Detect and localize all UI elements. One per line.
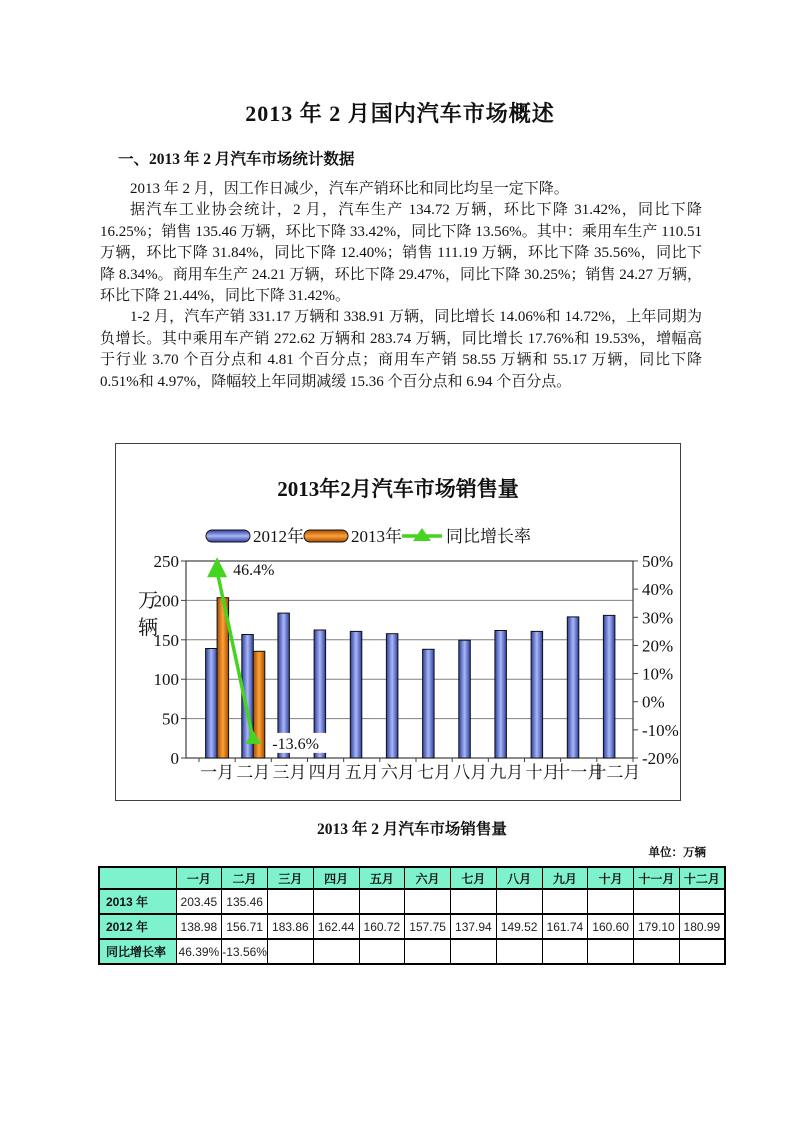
legend-swatch-2013 bbox=[304, 530, 348, 542]
table-cell bbox=[542, 939, 588, 964]
paragraph: 1-2 月，汽车产销 331.17 万辆和 338.91 万辆，同比增长 14.06%和 14.72%，上年同期为负增长。其中乘用车产销 272.62 万辆和 283.74 万辆，同比增长 17.76%和 19.53%，增幅高于行业 3.70 个百分点和 4.81 个百分点；商用车产销 58.55 万辆和 55.17 万辆，同比下降 0.51%和 4.97%，降幅较上年同期减缓 15.36 个百分点和 6.94 个百分点。 bbox=[100, 309, 702, 390]
y-axis-title: 辆 bbox=[138, 617, 158, 639]
y-left-tick: 100 bbox=[153, 670, 179, 690]
table-cell: 161.74 bbox=[542, 914, 588, 939]
y-right-tick: 30% bbox=[642, 608, 674, 628]
table-header-row bbox=[99, 867, 725, 889]
chart-legend bbox=[206, 526, 531, 546]
paragraph: 据汽车工业协会统计，2 月，汽车生产 134.72 万辆，环比下降 31.42%，同比下降 16.25%；销售 135.46 万辆，环比下降 33.42%，同比下降 13.56%。其中：乘用车生产 110.51 万辆，环比下降 31.84%，同比下降 12.40%；销售 111.19 万辆，环比下降 35.56%，同比下降 8.34%。商用车生产 24.21 万辆，环比下降 29.47%，同比下降 30.25%；销售 24.27 万辆，环比下降 21.44%，同比下降 31.42%。 bbox=[100, 202, 702, 305]
corner-cell bbox=[99, 867, 176, 889]
x-axis-label: 五月 bbox=[344, 763, 379, 782]
row-label: 2012 年 bbox=[99, 914, 176, 939]
y-right-tick: 10% bbox=[642, 664, 674, 684]
x-axis-label: 十二月 bbox=[589, 763, 641, 782]
table-cell: 135.46 bbox=[222, 889, 268, 914]
table-cell: 137.94 bbox=[451, 914, 497, 939]
table-cell bbox=[588, 939, 634, 964]
bar-2012 bbox=[495, 631, 507, 759]
y-right-tick: 0% bbox=[642, 692, 665, 712]
table-cell bbox=[359, 889, 405, 914]
table-cell: 180.99 bbox=[679, 914, 725, 939]
bar-2012 bbox=[459, 640, 471, 758]
legend-label-2012: 2012年 bbox=[253, 527, 304, 546]
sales-chart bbox=[115, 443, 681, 801]
month-header: 四月 bbox=[313, 867, 359, 889]
sales-table bbox=[98, 866, 726, 965]
body-text bbox=[100, 179, 702, 393]
table-cell bbox=[268, 939, 314, 964]
bar-2012 bbox=[206, 649, 218, 759]
y-right-tick: 50% bbox=[642, 552, 674, 571]
growth-marker bbox=[207, 557, 227, 577]
table-cell bbox=[313, 889, 359, 914]
annotation-jan-growth: 46.4% bbox=[233, 562, 275, 580]
y-right-tick: 40% bbox=[642, 580, 674, 600]
y-left-tick: 50 bbox=[162, 709, 179, 729]
table-cell bbox=[496, 939, 542, 964]
x-axis-label: 三月 bbox=[272, 763, 307, 782]
x-axis-label: 十月 bbox=[525, 763, 560, 782]
x-axis-label: 六月 bbox=[380, 763, 415, 782]
bar-2012 bbox=[531, 631, 543, 758]
month-header: 三月 bbox=[268, 867, 314, 889]
x-axis-label: 七月 bbox=[417, 763, 452, 782]
x-axis-label: 一月 bbox=[200, 763, 235, 782]
y-left-tick: 0 bbox=[170, 749, 179, 768]
month-header: 一月 bbox=[176, 867, 222, 889]
table-cell: 162.44 bbox=[313, 914, 359, 939]
month-header: 五月 bbox=[359, 867, 405, 889]
table-cell bbox=[451, 939, 497, 964]
table-cell: 179.10 bbox=[634, 914, 680, 939]
chart-svg bbox=[116, 444, 680, 800]
table-cell bbox=[268, 889, 314, 914]
x-axis-label: 二月 bbox=[236, 763, 271, 782]
month-header: 六月 bbox=[405, 867, 451, 889]
chart-title: 2013年2月汽车市场销售量 bbox=[277, 477, 519, 501]
table-cell bbox=[634, 939, 680, 964]
legend-swatch-2012 bbox=[206, 530, 250, 542]
document-title: 2013 年 2 月国内汽车市场概述 bbox=[245, 101, 555, 126]
table-cell bbox=[679, 889, 725, 914]
x-axis-label: 四月 bbox=[308, 763, 343, 782]
y-right-tick: -10% bbox=[642, 720, 679, 740]
row-label: 2013 年 bbox=[99, 889, 176, 914]
legend-label-growth: 同比增长率 bbox=[446, 527, 531, 546]
month-header: 十一月 bbox=[634, 867, 680, 889]
table-cell: 183.86 bbox=[268, 914, 314, 939]
table-cell bbox=[542, 889, 588, 914]
table-cell: 156.71 bbox=[222, 914, 268, 939]
section-heading: 一、2013 年 2 月汽车市场统计数据 bbox=[118, 151, 355, 168]
y-left-tick: 200 bbox=[153, 591, 179, 611]
y-right-tick: 20% bbox=[642, 636, 674, 656]
table-cell: 149.52 bbox=[496, 914, 542, 939]
month-header: 二月 bbox=[222, 867, 268, 889]
bar-2012 bbox=[567, 617, 579, 758]
table-cell: 138.98 bbox=[176, 914, 222, 939]
annotation-feb-growth: -13.6% bbox=[272, 735, 319, 753]
bar-2012 bbox=[603, 615, 615, 758]
table-cell bbox=[588, 889, 634, 914]
legend-label-2013: 2013年 bbox=[351, 527, 402, 546]
table-cell bbox=[405, 889, 451, 914]
table-cell bbox=[405, 939, 451, 964]
y-left-tick: 250 bbox=[153, 552, 179, 571]
unit-note: 单位：万辆 bbox=[648, 847, 706, 859]
bar-2012 bbox=[386, 634, 398, 758]
table-cell: 157.75 bbox=[405, 914, 451, 939]
month-header: 十二月 bbox=[679, 867, 725, 889]
table-row bbox=[99, 889, 725, 914]
month-header: 七月 bbox=[451, 867, 497, 889]
paragraph: 2013 年 2 月，因工作日减少，汽车产销环比和同比均呈一定下降。 bbox=[130, 181, 569, 197]
table-cell: 46.39% bbox=[176, 939, 222, 964]
x-axis-label: 九月 bbox=[489, 763, 524, 782]
bar-2012 bbox=[423, 649, 435, 758]
y-right-tick: -20% bbox=[642, 749, 679, 768]
x-axis-label: 八月 bbox=[453, 763, 488, 782]
table-cell: 203.45 bbox=[176, 889, 222, 914]
table-cell: 160.72 bbox=[359, 914, 405, 939]
y-left-tick: 150 bbox=[153, 630, 179, 650]
table-cell bbox=[359, 939, 405, 964]
month-header: 十月 bbox=[588, 867, 634, 889]
table-cell bbox=[451, 889, 497, 914]
x-axis-label: 十一月 bbox=[553, 763, 605, 782]
row-label: 同比增长率 bbox=[99, 939, 176, 964]
table-row bbox=[99, 914, 725, 939]
table-cell: -13.56% bbox=[222, 939, 268, 964]
table-cell: 160.60 bbox=[588, 914, 634, 939]
table-cell bbox=[634, 889, 680, 914]
table-cell bbox=[313, 939, 359, 964]
table-cell bbox=[496, 889, 542, 914]
month-header: 八月 bbox=[496, 867, 542, 889]
month-header: 九月 bbox=[542, 867, 588, 889]
y-axis-title: 万 bbox=[138, 590, 158, 612]
table-cell bbox=[679, 939, 725, 964]
table-title: 2013 年 2 月汽车市场销售量 bbox=[317, 821, 507, 838]
bar-2012 bbox=[350, 631, 362, 758]
table-row bbox=[99, 939, 725, 964]
